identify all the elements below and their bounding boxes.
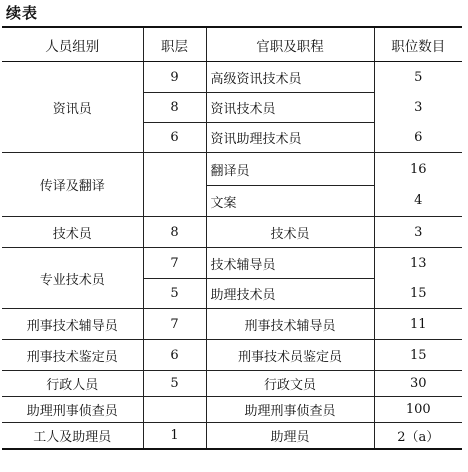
group-cell: 工人及助理员 — [2, 423, 143, 450]
level-cell — [143, 153, 206, 217]
table-row — [2, 248, 462, 279]
count-cell: 5 — [374, 62, 462, 93]
group-cell: 刑事技术鉴定员 — [2, 340, 143, 371]
count-cell: 16 — [374, 153, 462, 186]
table-row — [2, 371, 462, 397]
count-cell: 13 — [374, 248, 462, 279]
group-cell: 助理刑事侦查员 — [2, 397, 143, 423]
title-cell: 高级资讯技术员 — [206, 62, 374, 93]
title-cell: 刑事技术员鉴定员 — [206, 340, 374, 371]
table-header-row — [2, 27, 462, 62]
count-cell: 3 — [374, 217, 462, 248]
title-cell: 翻译员 — [206, 153, 374, 186]
count-cell: 4 — [374, 186, 462, 217]
title-cell: 技术辅导员 — [206, 248, 374, 279]
count-cell: 6 — [374, 123, 462, 153]
level-cell: 6 — [143, 340, 206, 371]
title-cell: 技术员 — [206, 217, 374, 248]
level-cell — [143, 397, 206, 423]
level-cell: 7 — [143, 248, 206, 279]
title-cell: 助理员 — [206, 423, 374, 450]
title-cell: 助理刑事侦查员 — [206, 397, 374, 423]
title-cell: 文案 — [206, 186, 374, 217]
column-header-count: 职位数目 — [374, 27, 462, 62]
level-cell: 9 — [143, 62, 206, 93]
count-cell: 15 — [374, 279, 462, 309]
column-header-title: 官职及职程 — [206, 27, 374, 62]
table-row — [2, 217, 462, 248]
title-cell: 行政文员 — [206, 371, 374, 397]
count-cell: 30 — [374, 371, 462, 397]
title-cell: 助理技术员 — [206, 279, 374, 309]
count-cell: 100 — [374, 397, 462, 423]
title-cell: 资讯技术员 — [206, 93, 374, 123]
table-caption: 续表 — [6, 4, 39, 22]
table-row — [2, 153, 462, 186]
level-cell: 7 — [143, 309, 206, 340]
level-cell: 6 — [143, 123, 206, 153]
count-cell: 2（a） — [374, 423, 462, 450]
title-cell: 资讯助理技术员 — [206, 123, 374, 153]
count-cell: 15 — [374, 340, 462, 371]
group-cell: 传译及翻译 — [2, 153, 143, 217]
level-cell: 8 — [143, 217, 206, 248]
group-cell: 资讯员 — [2, 62, 143, 153]
table-row — [2, 62, 462, 93]
level-cell: 5 — [143, 279, 206, 309]
table-row — [2, 340, 462, 371]
group-cell: 刑事技术辅导员 — [2, 309, 143, 340]
group-cell: 行政人员 — [2, 371, 143, 397]
level-cell: 5 — [143, 371, 206, 397]
table-row — [2, 397, 462, 423]
group-cell: 技术员 — [2, 217, 143, 248]
group-cell: 专业技术员 — [2, 248, 143, 309]
table-row — [2, 423, 462, 450]
column-header-level: 职层 — [143, 27, 206, 62]
staff-positions-table — [2, 26, 462, 450]
count-cell: 3 — [374, 93, 462, 123]
table-row — [2, 309, 462, 340]
level-cell: 8 — [143, 93, 206, 123]
title-cell: 刑事技术辅导员 — [206, 309, 374, 340]
column-header-group: 人员组别 — [2, 27, 143, 62]
count-cell: 11 — [374, 309, 462, 340]
level-cell: 1 — [143, 423, 206, 450]
